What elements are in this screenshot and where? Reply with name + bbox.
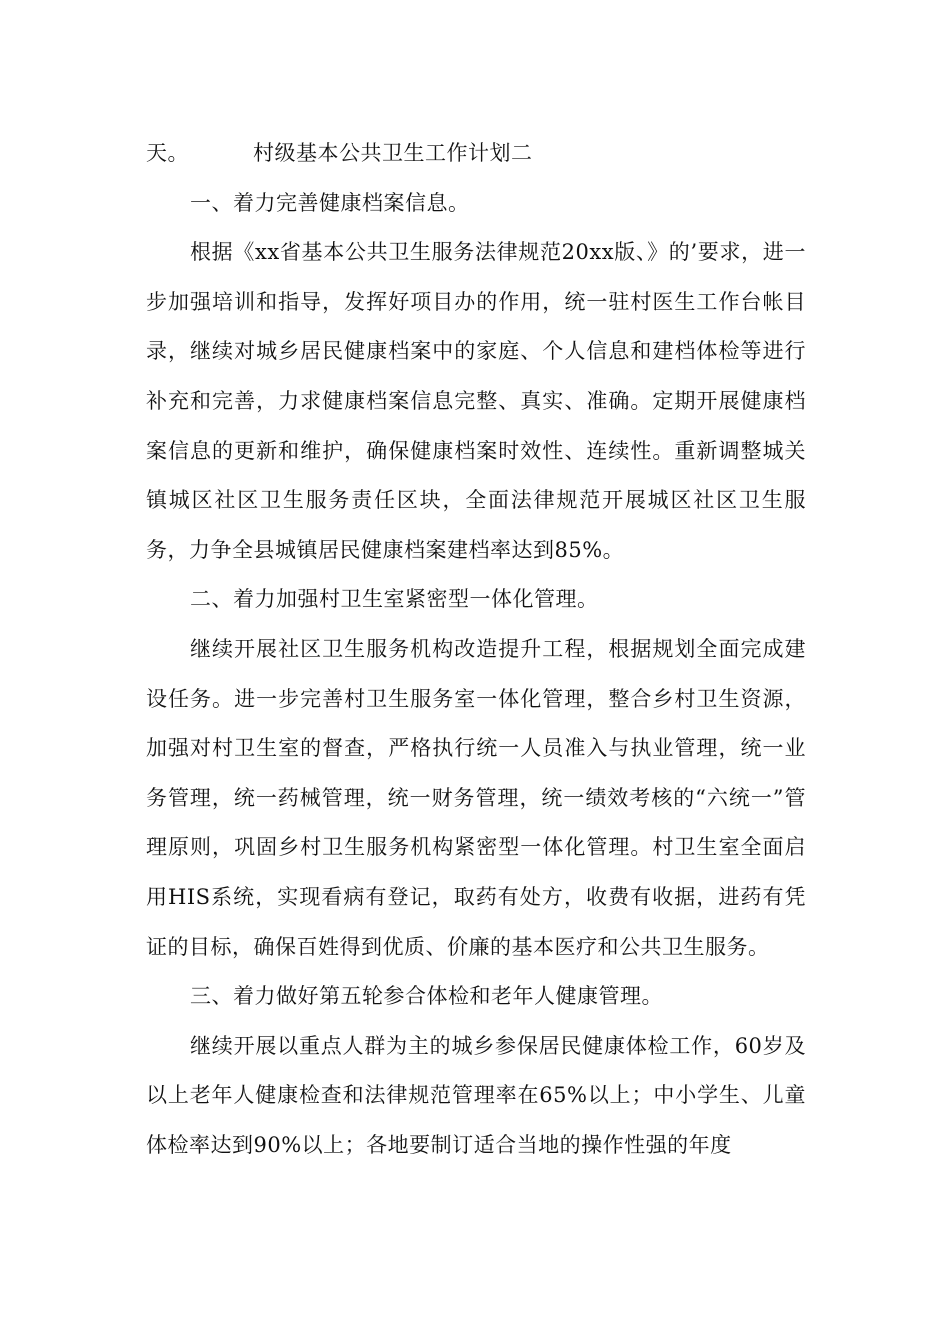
previous-section-ending: 天。	[146, 141, 189, 165]
section-heading-1: 一、着力完善健康档案信息。	[190, 190, 470, 215]
paragraph-2: 继续开展社区卫生服务机构改造提升工程，根据规划全面完成建设任务。进一步完善村卫生服务室一体化管理，整合乡村卫生资源，加强对村卫生室的督查，严格执行统一人员准入与执业管理，统一业务管理，统一药械管理，统一财务管理，统一绩效考核的“六统一”管理原则，巩固乡村卫生服务机构紧密型一体化管理。村卫生室全面启用HIS系统，实现看病有登记，取药有处方，收费有收据，进药有凭证的目标，确保百姓得到优质、价廉的基本医疗和公共卫生服务。	[146, 636, 806, 959]
paragraph-1: 根据《xx省基本公共卫生服务法律规范20xx版、》的’要求，进一步加强培训和指导，发挥好项目办的作用，统一驻村医生工作台帐目录，继续对城乡居民健康档案中的家庭、个人信息和建档体检等进行补充和完善，力求健康档案信息完整、真实、准确。定期开展健康档案信息的更新和维护，确保健康档案时效性、连续性。重新调整城关镇城区社区卫生服务责任区块，全面法律规范开展城区社区卫生服务，力争全县城镇居民健康档案建档率达到85%。	[146, 240, 806, 562]
document-title: 村级基本公共卫生工作计划二	[253, 141, 533, 165]
document-first-line	[146, 129, 806, 179]
paragraph-3: 继续开展以重点人群为主的城乡参保居民健康体检工作，60岁及以上老年人健康检查和法律规范管理率在65%以上；中小学生、儿童体检率达到90%以上；各地要制订适合当地的操作性强的年度	[146, 1033, 806, 1157]
section-heading-3: 三、着力做好第五轮参合体检和老年人健康管理。	[190, 984, 663, 1009]
section-heading-2: 二、着力加强村卫生室紧密型一体化管理。	[190, 587, 599, 612]
document-body	[146, 129, 806, 1170]
